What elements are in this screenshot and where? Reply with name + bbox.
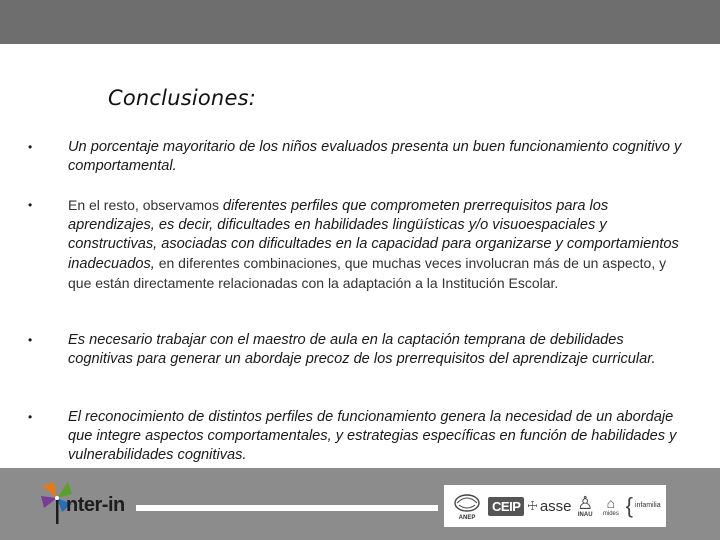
- footer-rule: [136, 505, 438, 511]
- bullet-2-rest: en diferentes combinaciones, que muchas veces involucran más de un aspecto, y que están directamente relacionadas con la adaptación a la Institución Escolar.: [68, 255, 667, 291]
- infamilia-brace-icon: {: [625, 493, 633, 518]
- bullet-text-1: Un porcentaje mayoritario de los niños evaluados presenta un buen funcionamiento cognitivo y comportamental.: [68, 139, 682, 174]
- inau-figure-icon: ♙: [577, 493, 594, 513]
- mides-building-icon: ⌂: [606, 495, 616, 511]
- inter-in-logo-text: nter-in: [66, 494, 125, 516]
- bullet-text-4: El reconocimiento de distintos perfiles de funcionamiento genera la necesidad de un abordaje que integre aspectos comportamentales, y estrategias específicas en función de habilidades y vulnerabilidades cognitivas.: [68, 409, 677, 463]
- bullet-text-3: Es necesario trabajar con el maestro de aula en la captación temprana de debilidades cognitivas para generar un abordaje precoz de los prerrequisitos del aprendizaje curricular.: [68, 332, 656, 367]
- anep-label: ANEP: [459, 515, 476, 521]
- mides-label: mides: [602, 511, 619, 517]
- infamilia-logo: [625, 493, 661, 518]
- bullet-2-emphasis: diferentes perfiles que comprometen prerrequisitos para los aprendizajes, es decir, dificultades en habilidades lingüísticas y/o visuoespaciales y constructivas, asociadas con dificultades en la capacidad para organizarse y comportamientos inadecuados,: [68, 198, 679, 272]
- asse-symbol-icon: ☩: [527, 499, 538, 513]
- bullet-dot: •: [28, 140, 33, 154]
- anep-logo: [449, 491, 485, 521]
- bullet-text-2: [68, 196, 688, 294]
- infamilia-label: infamilia: [634, 502, 661, 509]
- ceip-logo: CEIP: [488, 497, 524, 516]
- top-band: [0, 0, 720, 44]
- anep-seal-icon: [449, 491, 485, 521]
- partner-logos: [444, 485, 666, 527]
- asse-logo: [527, 498, 571, 515]
- bullet-dot: •: [28, 333, 33, 347]
- bullet-dot: •: [28, 198, 33, 212]
- bullet-2-intro: En el resto, observamos: [68, 197, 223, 213]
- slide-title: Conclusiones:: [108, 86, 256, 110]
- asse-label: asse: [539, 497, 572, 515]
- mides-logo: [599, 490, 623, 522]
- inau-logo: [574, 490, 596, 522]
- inau-label: INAU: [577, 512, 593, 518]
- bullet-dot: •: [28, 410, 33, 424]
